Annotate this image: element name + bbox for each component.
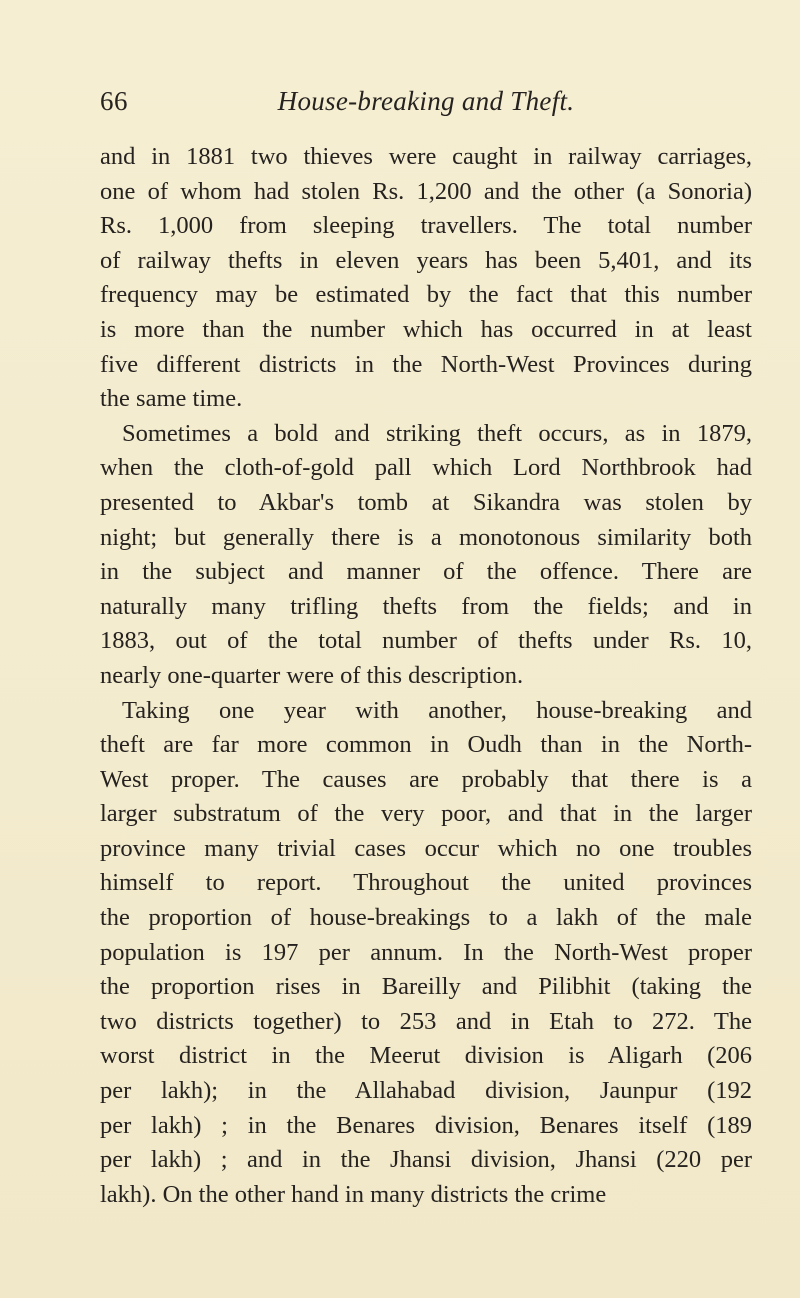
text-line: Taking one year with another, house-breaking and: [122, 696, 752, 724]
text-line: naturally many trifling thefts from the fields; and in: [100, 592, 752, 620]
text-line: presented to Akbar's tomb at Sikandra was stolen by: [100, 488, 752, 516]
text-line: per lakh) ; in the Benares division, Benares itself (189: [100, 1111, 752, 1139]
text-line: West proper. The causes are probably that there is a: [100, 765, 752, 793]
text-line: in the subject and manner of the offence. There are: [100, 558, 752, 586]
text-line: the proportion of house-breakings to a lakh of the male: [100, 904, 752, 932]
text-line: frequency may be estimated by the fact that this number: [100, 281, 752, 309]
text-line: one of whom had stolen Rs. 1,200 and the other (a Sonoria): [100, 177, 752, 205]
text-line: population is 197 per annum. In the North-West proper: [100, 938, 752, 966]
text-line: larger substratum of the very poor, and that in the larger: [100, 800, 752, 828]
text-line: worst district in the Meerut division is Aligarh (206: [100, 1042, 752, 1070]
text-line: himself to report. Throughout the united provinces: [100, 869, 752, 897]
text-line: 1883, out of the total number of thefts under Rs. 10,: [100, 627, 752, 655]
running-title: House-breaking and Theft.: [277, 86, 575, 116]
text-line: Sometimes a bold and striking theft occurs, as in 1879,: [122, 419, 752, 447]
text-line: the same time.: [100, 385, 243, 413]
text-line: is more than the number which has occurred in at least: [100, 315, 752, 343]
text-line: two districts together) to 253 and in Etah to 272. The: [100, 1007, 752, 1035]
text-line: Rs. 1,000 from sleeping travellers. The total number: [100, 212, 752, 240]
text-line: five different districts in the North-West Provinces during: [100, 350, 752, 378]
text-line: theft are far more common in Oudh than in the North-: [100, 731, 752, 759]
text-line: night; but generally there is a monotonous similarity both: [100, 523, 752, 551]
text-line: nearly one-quarter were of this description.: [100, 661, 524, 689]
text-line: when the cloth-of-gold pall which Lord Northbrook had: [100, 454, 752, 482]
text-line: per lakh); in the Allahabad division, Jaunpur (192: [100, 1077, 752, 1105]
page-number: 66: [100, 86, 128, 116]
page-header: [100, 86, 752, 126]
text-line: lakh). On the other hand in many districts the crime: [100, 1180, 607, 1208]
text-line: and in 1881 two thieves were caught in railway carriages,: [100, 143, 752, 170]
text-line: province many trivial cases occur which no one troubles: [100, 834, 752, 862]
text-line: the proportion rises in Bareilly and Pilibhit (taking the: [100, 973, 752, 1001]
text-line: of railway thefts in eleven years has been 5,401, and its: [100, 246, 752, 274]
body-text: [100, 140, 752, 1212]
text-line: per lakh) ; and in the Jhansi division, Jhansi (220 per: [100, 1146, 752, 1174]
